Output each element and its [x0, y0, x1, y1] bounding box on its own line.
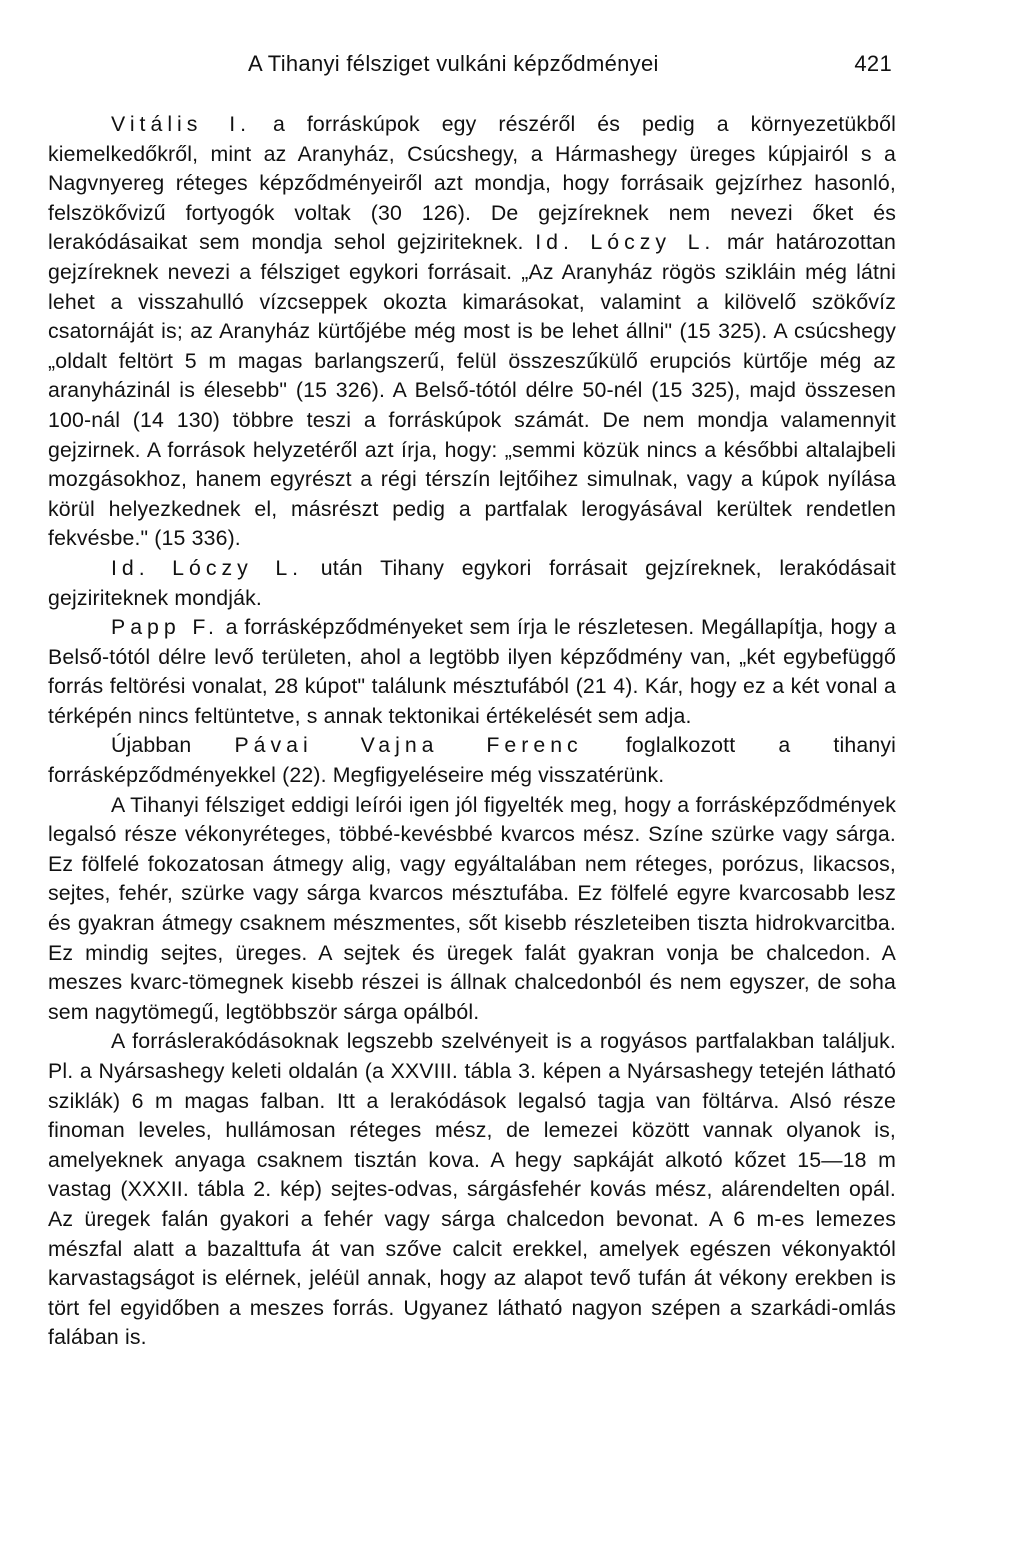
- paragraph-text: foglalkozott a tihanyi forrásképződményekkel (22). Megfigyeléseire még visszatérünk.: [48, 733, 897, 788]
- paragraph: [48, 1027, 896, 1353]
- author-name: Id. Lóczy L.: [111, 555, 304, 580]
- author-name: Id. Lóczy L.: [535, 230, 716, 255]
- running-header: [248, 44, 892, 84]
- paragraph-text: után Tihany egykori forrásait gejzíreknek, lerakódásait gejziriteknek mondják.: [48, 555, 896, 610]
- paragraph: [48, 110, 896, 554]
- paragraph: [48, 554, 896, 613]
- paragraph-text: már határozottan gejzíreknek nevezi a félsziget egykori forrásait. „Az Aranyház rögös szikláin még látni lehet a visszahulló vízcseppek okozta kimarásokat, valamint a kilövelő szökővíz csatornáját is; az Aranyház kürtőjébe még most is be lehet állni" (15 325). A csúcshegy „oldalt feltört 5 m magas barlangszerű, felül összeszűkülő erupciós kürtője még az aranyházinál is élesebb" (15 326). A Belső-tótól délre 50-nél (15 325), majd összesen 100-nál (14 130) többre teszi a forráskúpok számát. De nem mondja valamennyit gejzirnek. A források helyzetéről azt írja, hogy: „semmi közük nincs a későbbi altalajbeli mozgásokhoz, hanem egyrészt a régi térszín lejtőihez simulnak, vagy a kúpok nyílása körül helyezkednek el, másrészt pedig a partfalak lerogyásával kerültek rendetlen fekvésbe." (15 336).: [48, 230, 896, 551]
- paragraph-text: A forráslerakódásoknak legszebb szelvényeit is a rogyásos partfalakban találjuk. Pl. a Nyársashegy keleti oldalán (a XXVIII. tábla 3. képen a Nyársashegy tetején látható sziklák) 6 m magas falban. Itt a lerakódások legalsó tagja van föltárva. Alsó része finoman leveles, hullámosan réteges mész, de lemezei között vannak olyanok is, amelyeknek anyaga csaknem tisztán kova. A hegy sapkáját alkotó kőzet 15—18 m vastag (XXXII. tábla 2. kép) sejtes-odvas, sárgásfehér kovás mész, alárendelten opál. Az üregek falán gyakori a fehér vagy sárga chalcedon bevonat. A 6 m-es lemezes mészfal alatt a bazalttufa át van szőve calcit erekkel, amelyek egészen vékonyaktól karvastagságot is elérnek, jeléül annak, hogy az alapot tevő tufán át vékony erekben is tört fel egyidőben a meszes forrás. Ugyanez látható nagyon szépen a szarkádi-omlás falában is.: [48, 1029, 896, 1350]
- paragraph-lead: Újabban: [111, 733, 235, 758]
- paragraph: [48, 613, 896, 731]
- paragraph-text: a forráskúpok egy részéről és pedig a környezetükből kiemelkedőkről, mint az Aranyház, Csúcshegy, a Hármashegy üreges kúpjairól s a Nagvnyereg réteges képződményeiről azt mondja, hogy forrásaik gejzírhez hasonló, felszökővizű fortyogók voltak (30 126). De gejzíreknek nem nevezi őket és lerakódásaikat sem mondja sehol gejziriteknek.: [48, 112, 896, 255]
- body-text: [48, 110, 896, 1353]
- paragraph-text: a forrásképződményeket sem írja le részletesen. Megállapítja, hogy a Belső-tótól délre levő területen, ahol a legtöbb ilyen képződmény van, „két egybefüggő forrás feltörési vonalat, 28 kúpot" találunk mésztufából (21 4). Kár, hogy ez a két vonal a térképén nincs feltüntetve, s annak tektonikai értékelését sem adja.: [48, 615, 896, 728]
- author-name: Papp F.: [111, 615, 219, 640]
- paragraph: [48, 731, 896, 790]
- paragraph-text: A Tihanyi félsziget eddigi leírói igen jól figyelték meg, hogy a forrásképződmények legalsó része vékonyréteges, többé-kevésbbé kvarcos mész. Színe szürke vagy sárga. Ez fölfelé fokozatosan átmegy alig, vagy egyáltalában nem réteges, porózus, likacsos, sejtes, fehér, szürke vagy sárga kvarcos mésztufába. Ez fölfelé egyre kvarcosabb lesz és gyakran átmegy csaknem mészmentes, sőt kisebb részleteiben tiszta hidrokvarcitba. Ez mindig sejtes, üreges. A sejtek és üregek falát gyakran vonja be chalcedon. A meszes kvarc-tömegnek kisebb részei is állnak chalcedonból és nem egyszer, de soha sem nagytömegű, legtöbbször sárga opálból.: [48, 792, 896, 1024]
- paragraph: [48, 791, 896, 1028]
- page-number: 421: [854, 51, 892, 76]
- author-name: Vitális I.: [111, 112, 252, 136]
- author-name: Pávai Vajna Ferenc: [234, 733, 583, 758]
- running-title: A Tihanyi félsziget vulkáni képződményei: [248, 51, 659, 76]
